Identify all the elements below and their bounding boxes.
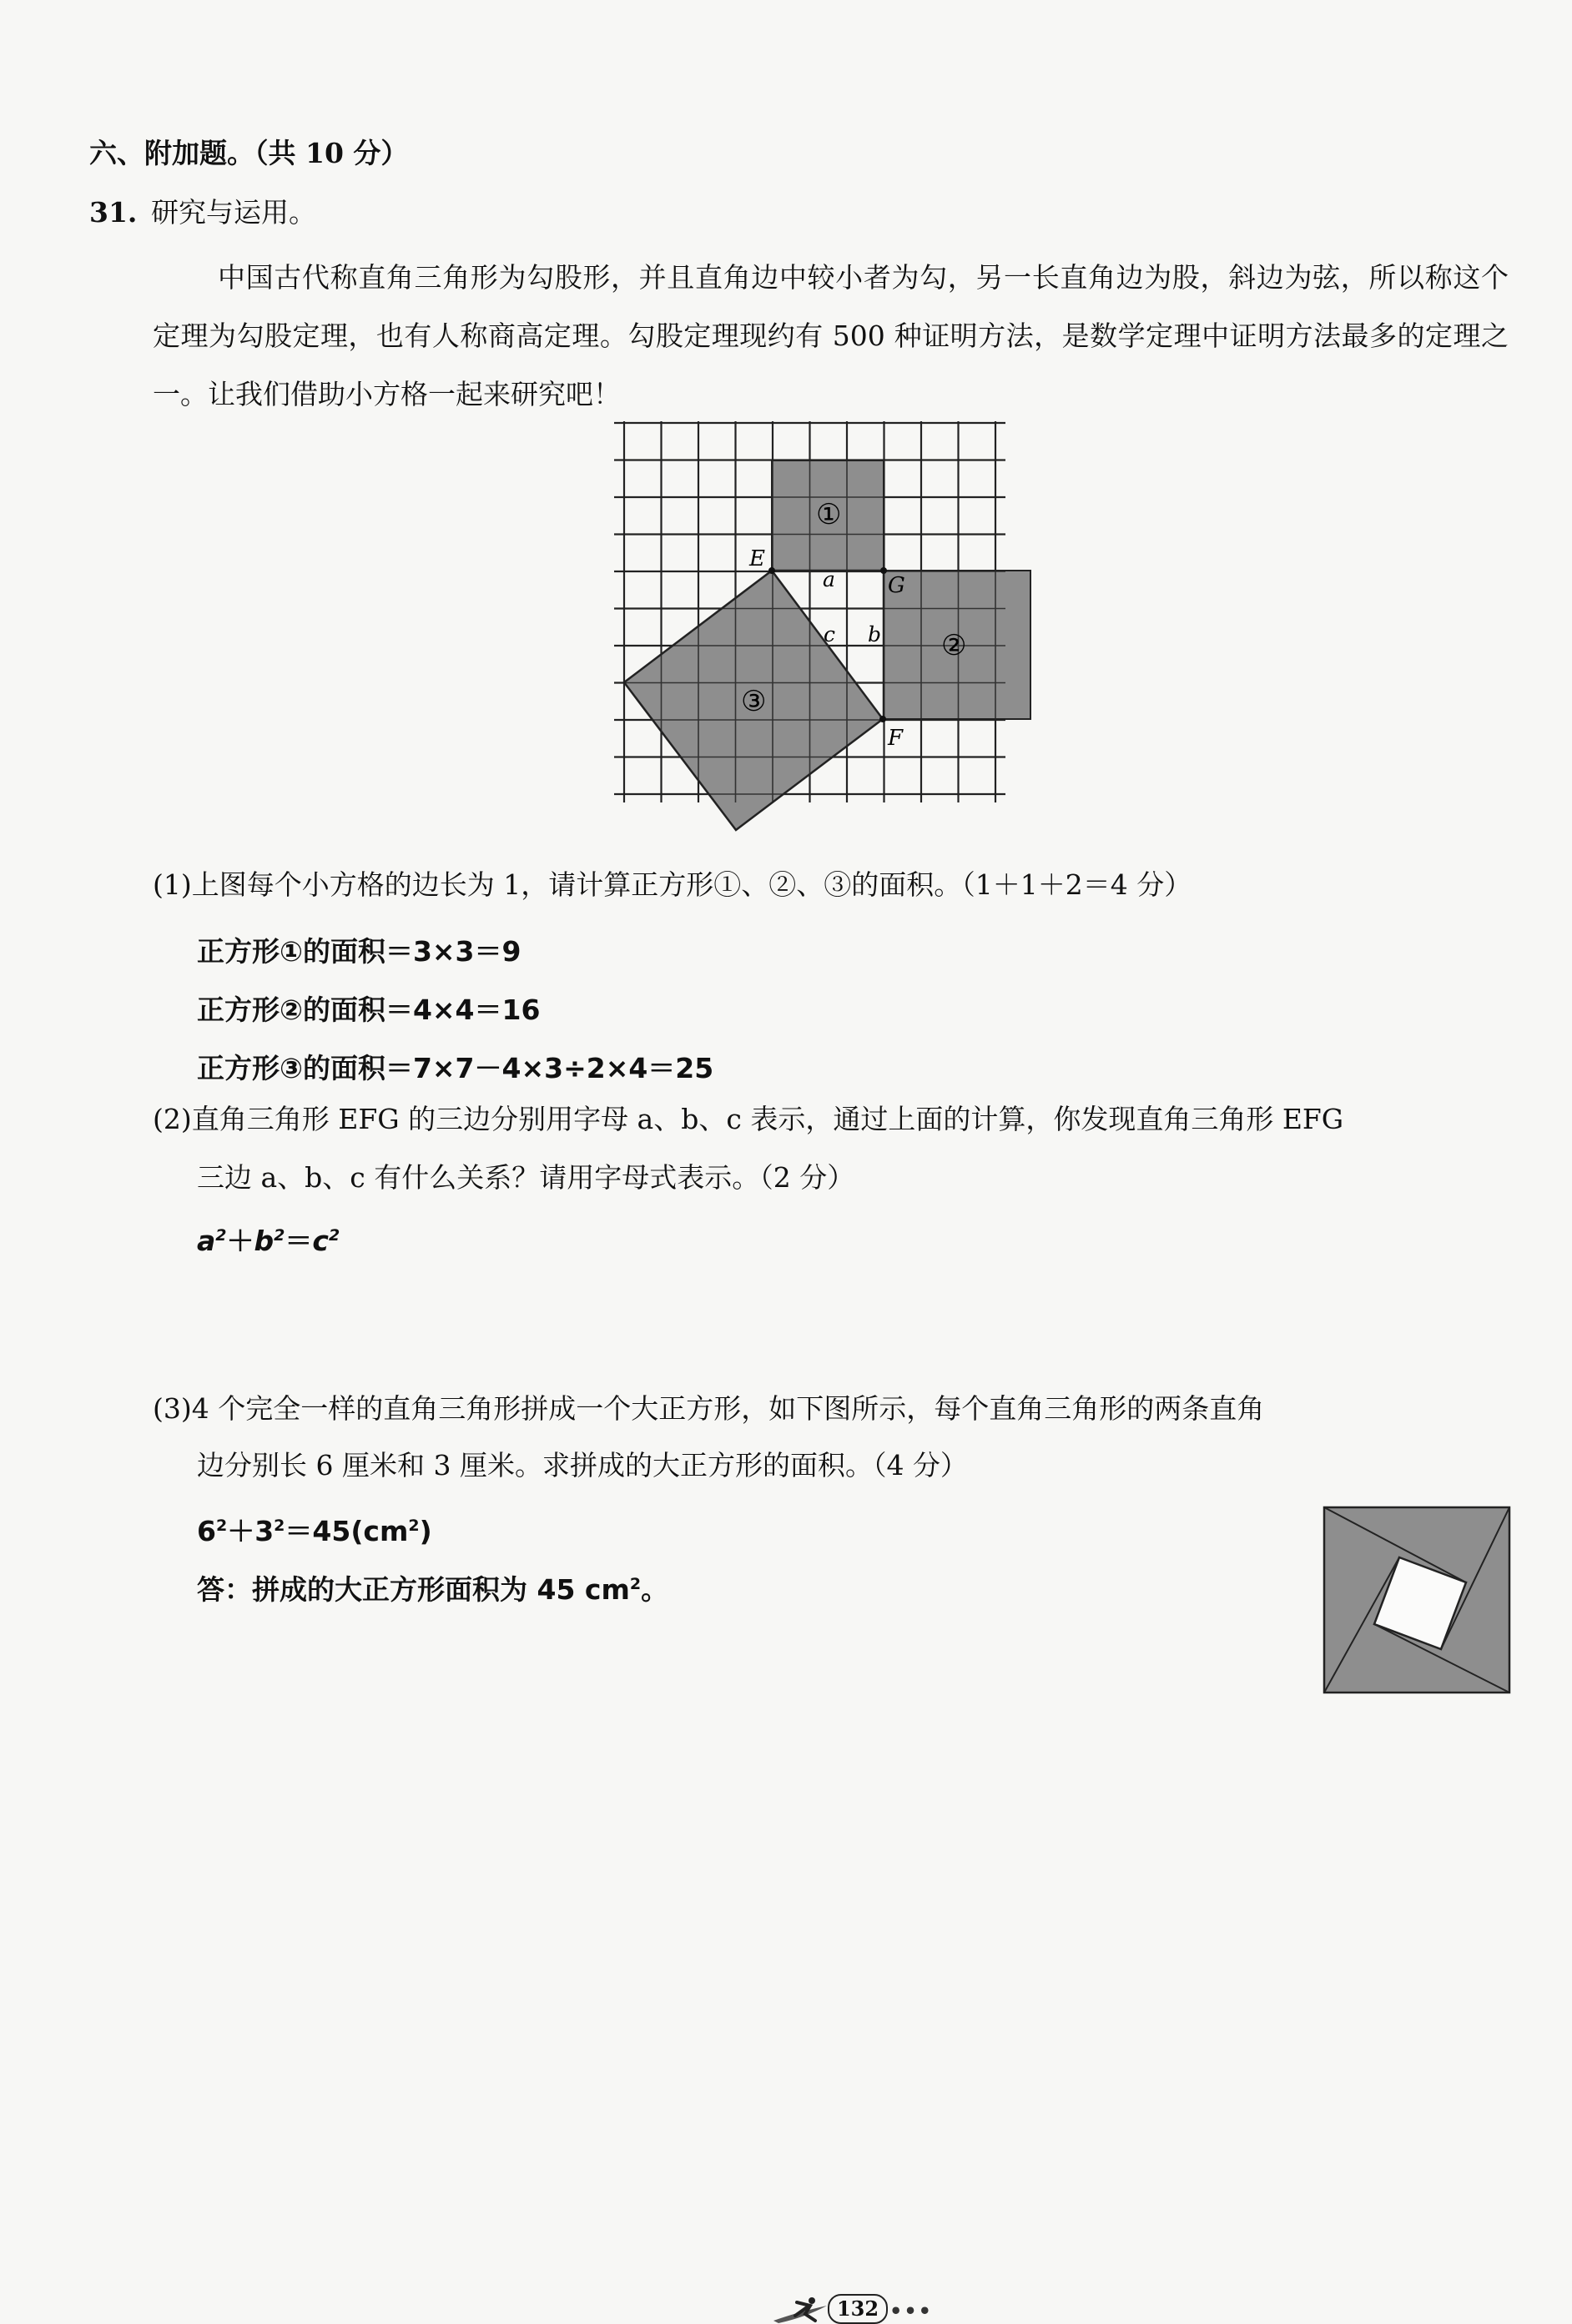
pythagoras-grid-figure (613, 421, 1047, 843)
part3-plus: ＋ (227, 1515, 255, 1547)
label-square-1: ① (816, 498, 842, 531)
part2-exp-c: 2 (328, 1226, 340, 1245)
runner-logo-icon (772, 2296, 830, 2323)
point-F (879, 716, 886, 722)
part2-plus: ＋ (226, 1225, 254, 1257)
pinwheel-square-figure (1323, 1506, 1514, 1698)
part1-answer-2: 正方形②的面积＝4×4＝16 (197, 993, 541, 1026)
part3-close: ) (419, 1515, 432, 1547)
part3-base-1: 6 (197, 1515, 216, 1547)
section-title: 六、附加题。（共 10 分） (89, 137, 409, 169)
part1-question: (1)上图每个小方格的边长为 1，请计算正方形①、②、③的面积。（1＋1＋2＝4 分） (153, 868, 1192, 901)
part1-answer-1: 正方形①的面积＝3×3＝9 (197, 935, 521, 968)
part2-answer-c: c (312, 1225, 329, 1257)
label-G: G (888, 573, 905, 598)
part2-question-line1: (2)直角三角形 EFG 的三边分别用字母 a、b、c 表示，通过上面的计算，你发现直角三角形 EFG (153, 1103, 1344, 1135)
part2-answer (197, 1220, 340, 1259)
part2-question-line2: 三边 a、b、c 有什么关系？请用字母式表示。（2 分） (197, 1161, 855, 1194)
label-square-3: ③ (741, 685, 767, 718)
part3-exp-1: 2 (215, 1517, 228, 1535)
label-b: b (868, 622, 882, 646)
label-square-2: ② (941, 629, 967, 662)
question-number: 31. (89, 196, 138, 229)
part3-unit-exp: 2 (408, 1517, 420, 1535)
page-dots: ••• (889, 2299, 934, 2323)
label-E: E (749, 546, 765, 571)
part3-answer-calc (197, 1510, 432, 1549)
intro-paragraph: 中国古代称直角三角形为勾股形，并且直角边中较小者为勾，另一长直角边为股，斜边为弦，所以称这个定理为勾股定理，也有人称商高定理。勾股定理现约有 500 种证明方法，是数学定理中证明方法最多的定理之一。让我们借助小方格一起来研究吧！ (153, 261, 1509, 410)
part3-answer-text (197, 1568, 668, 1607)
part2-exp-b: 2 (274, 1226, 285, 1245)
point-E (768, 567, 775, 574)
part3-answer-main: 答：拼成的大正方形面积为 45 cm (197, 1573, 630, 1606)
part3-result: ＝45(cm (285, 1515, 409, 1547)
part3-question-line2: 边分别长 6 厘米和 3 厘米。求拼成的大正方形的面积。（4 分） (197, 1449, 968, 1481)
label-c: c (824, 622, 836, 646)
part3-base-2: 3 (254, 1515, 275, 1547)
part2-eq: ＝ (285, 1225, 313, 1257)
label-F: F (888, 726, 904, 751)
part2-answer-a: a (197, 1225, 216, 1257)
part3-question-line1: (3)4 个完全一样的直角三角形拼成一个大正方形，如下图所示，每个直角三角形的两条直角 (153, 1392, 1265, 1425)
part2-answer-b: b (254, 1225, 275, 1257)
part3-answer-exp: 2 (629, 1575, 642, 1593)
part2-exp-a: 2 (215, 1226, 227, 1245)
label-a: a (823, 567, 835, 591)
part3-exp-2: 2 (274, 1517, 285, 1535)
page-number: 132 (828, 2294, 888, 2324)
part3-answer-end: 。 (641, 1573, 669, 1606)
question-title: 研究与运用。 (151, 196, 316, 229)
point-G (880, 567, 887, 574)
part1-answer-3: 正方形③的面积＝7×7－4×3÷2×4＝25 (197, 1052, 714, 1084)
